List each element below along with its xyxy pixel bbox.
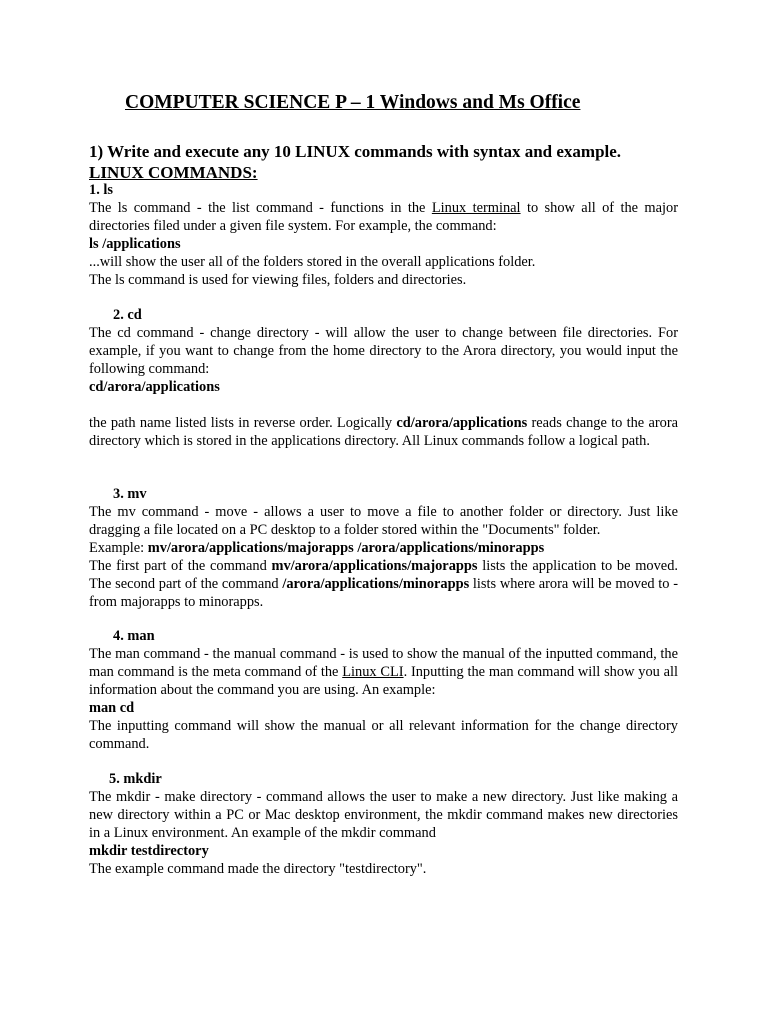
man-example: man cd bbox=[89, 700, 135, 716]
mkdir-section bbox=[89, 770, 678, 878]
cd-expl-bold: cd/arora/applications bbox=[396, 415, 528, 431]
ls-label: 1. ls bbox=[89, 182, 113, 198]
spacer bbox=[89, 396, 678, 414]
man-section bbox=[89, 627, 678, 753]
cd-explanation bbox=[89, 414, 678, 450]
man-paragraph bbox=[89, 645, 678, 699]
cd-expl-text-cont: reads change to the arora directory which is stored in the applications directory. All Linux commands follow a logical path. bbox=[89, 415, 678, 449]
mkdir-label: 5. mkdir bbox=[109, 771, 162, 787]
ls-text-cont: to show all of the major directories filed under a given file system. For example, the command: bbox=[89, 200, 678, 234]
mv-section bbox=[89, 485, 678, 611]
mv-expl-text2: lists the application to be moved. The second part of the command bbox=[89, 558, 678, 592]
mv-expl-bold2: /arora/applications/minorapps bbox=[282, 576, 470, 592]
mv-example: mv/arora/applications/majorapps /arora/applications/minorapps bbox=[147, 540, 545, 556]
mv-label: 3. mv bbox=[113, 486, 147, 502]
man-label: 4. man bbox=[113, 628, 155, 644]
section-heading: LINUX COMMANDS: bbox=[89, 163, 258, 182]
linux-terminal-link[interactable]: Linux terminal bbox=[431, 200, 521, 216]
ls-usage-text: The ls command is used for viewing files, folders and directories. bbox=[89, 272, 467, 288]
ls-text: The ls command - the list command - functions in the bbox=[89, 200, 432, 216]
mv-expl-bold1: mv/arora/applications/majorapps bbox=[271, 558, 478, 574]
ls-result-text: ...will show the user all of the folders stored in the overall applications folder. bbox=[89, 254, 536, 270]
mv-expl-text3: lists where arora will be moved to - from majorapps to minorapps. bbox=[89, 576, 679, 610]
mv-paragraph: The mv command - move - allows a user to move a file to another folder or directory. Just like dragging a file located on a PC desktop to a folder stored within the "Documents" folder. bbox=[89, 504, 678, 538]
mv-explanation bbox=[89, 557, 678, 611]
cd-example: cd/arora/applications bbox=[89, 379, 220, 395]
mkdir-result-text: The example command made the directory "testdirectory". bbox=[89, 861, 427, 877]
question-heading: 1) Write and execute any 10 LINUX commands with syntax and example. bbox=[89, 142, 622, 161]
mv-example-line bbox=[89, 539, 678, 557]
cd-label: 2. cd bbox=[113, 307, 142, 323]
cd-paragraph: The cd command - change directory - will allow the user to change between file directories. For example, if you want to change from the home directory to the Arora directory, you would input the following command: bbox=[89, 325, 678, 377]
mkdir-paragraph: The mkdir - make directory - command allows the user to make a new directory. Just like making a new directory within a PC or Mac desktop environment, the mkdir command makes new directories in a Linux environment. An example of the mkdir command bbox=[89, 789, 678, 841]
mkdir-example: mkdir testdirectory bbox=[89, 843, 209, 859]
ls-paragraph bbox=[89, 199, 678, 235]
ls-section bbox=[89, 181, 678, 289]
man-text: The man command - the manual command - is used to show the manual of the inputted command, the man command is the meta command of the bbox=[89, 646, 678, 680]
ls-example: ls /applications bbox=[89, 236, 181, 252]
man-text-cont: . Inputting the man command will show you all information about the command you are using. An example: bbox=[89, 664, 678, 698]
man-explanation: The inputting command will show the manual or all relevant information for the change directory command. bbox=[89, 718, 678, 752]
mv-expl-text: The first part of the command bbox=[89, 558, 272, 574]
cd-section bbox=[89, 306, 678, 450]
page-title: COMPUTER SCIENCE P – 1 Windows and Ms Office bbox=[125, 92, 581, 113]
cd-expl-text: the path name listed lists in reverse order. Logically bbox=[89, 415, 397, 431]
linux-cli-link[interactable]: Linux CLI bbox=[342, 664, 404, 680]
mv-example-prefix: Example: bbox=[89, 540, 148, 556]
